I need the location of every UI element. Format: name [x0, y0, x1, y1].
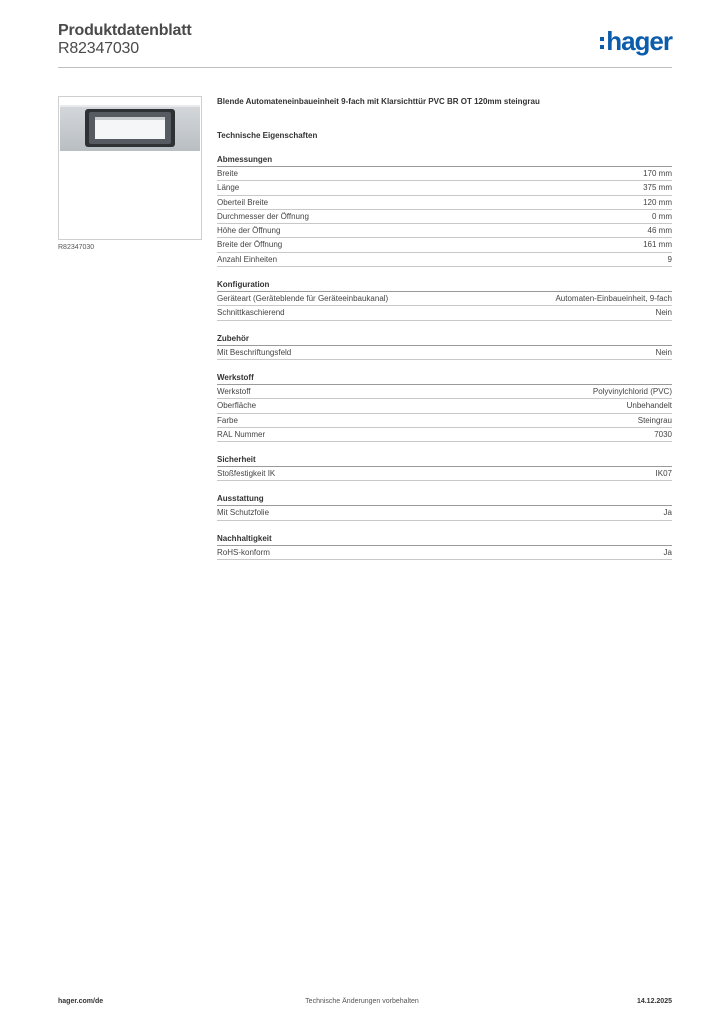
section-title: Ausstattung [217, 493, 672, 506]
section-abmessungen [217, 154, 672, 267]
logo-colon-icon [600, 37, 604, 49]
footer-notice: Technische Änderungen vorbehalten [305, 998, 419, 1005]
section-title: Konfiguration [217, 279, 672, 292]
table-row [217, 306, 672, 320]
row-value: 170 mm [643, 169, 672, 178]
row-label: Mit Schutzfolie [217, 508, 270, 518]
section-title: Abmessungen [217, 154, 672, 167]
table-row [217, 467, 672, 481]
document-title: Produktdatenblatt [58, 22, 192, 39]
section-zubehoer [217, 333, 672, 360]
section-title: Nachhaltigkeit [217, 533, 672, 546]
table-row [217, 346, 672, 360]
row-value: Nein [655, 308, 672, 318]
section-konfiguration [217, 279, 672, 321]
table-row [217, 253, 672, 267]
row-label: Werkstoff [217, 386, 251, 396]
row-value: Unbehandelt [626, 401, 672, 411]
row-value: Polyvinylchlorid (PVC) [592, 386, 672, 396]
table-row [217, 428, 672, 442]
row-label: Länge [217, 183, 240, 193]
row-value: 0 mm [652, 211, 672, 221]
table-row [217, 224, 672, 238]
cover-plate-image [59, 97, 201, 239]
section-werkstoff [217, 372, 672, 442]
table-row [217, 546, 672, 560]
header-divider [58, 67, 672, 68]
product-image [58, 96, 202, 240]
footer-date: 14.12.2025 [636, 998, 672, 1005]
table-row [217, 414, 672, 428]
row-label: Schnittkaschierend [217, 308, 285, 318]
table-row [217, 238, 672, 252]
table-row [217, 196, 672, 210]
product-description: Blende Automateneinbaueinheit 9-fach mit Klarsichttür PVC BR OT 120mm steingrau [217, 97, 540, 106]
row-label: Höhe der Öffnung [217, 226, 281, 236]
row-value: 46 mm [647, 226, 672, 236]
table-row [217, 181, 672, 195]
row-label: RoHS-konform [217, 547, 270, 557]
row-value: 120 mm [643, 197, 672, 207]
row-value: IK07 [655, 469, 672, 479]
page-header [58, 22, 672, 68]
row-label: Breite der Öffnung [217, 240, 283, 250]
section-title: Zubehör [217, 333, 672, 346]
row-value: 375 mm [643, 183, 672, 193]
row-label: RAL Nummer [217, 429, 266, 439]
row-label: Farbe [217, 415, 238, 425]
row-label: Durchmesser der Öffnung [217, 211, 309, 221]
row-label: Mit Beschriftungsfeld [217, 347, 292, 357]
row-label: Stoßfestigkeit IK [217, 469, 276, 479]
row-value: 9 [667, 254, 672, 264]
hager-logo [600, 28, 672, 54]
row-value: Ja [663, 547, 672, 557]
table-row [217, 167, 672, 181]
datasheet-content [217, 96, 672, 560]
logo-text: hager [606, 26, 672, 56]
technical-properties-title: Technische Eigenschaften [217, 131, 318, 140]
row-value: Automaten-Einbaueinheit, 9-fach [555, 294, 672, 304]
row-label: Breite [217, 169, 238, 178]
table-row [217, 292, 672, 306]
row-value: 7030 [654, 429, 672, 439]
footer-website: hager.com/de [58, 998, 104, 1005]
row-label: Geräteart (Geräteblende für Geräteeinbaukanal) [217, 294, 389, 304]
row-value: Steingrau [637, 415, 672, 425]
table-row [217, 506, 672, 520]
row-label: Oberteil Breite [217, 197, 269, 207]
table-row [217, 399, 672, 413]
row-label: Anzahl Einheiten [217, 254, 278, 264]
table-row [217, 385, 672, 399]
row-value: Ja [663, 508, 672, 518]
section-title: Sicherheit [217, 454, 672, 467]
table-row [217, 210, 672, 224]
section-sicherheit [217, 454, 672, 481]
row-value: 161 mm [643, 240, 672, 250]
article-number: R82347030 [58, 40, 139, 57]
section-title: Werkstoff [217, 372, 672, 385]
row-label: Oberfläche [217, 401, 257, 411]
section-ausstattung [217, 493, 672, 520]
section-nachhaltigkeit [217, 533, 672, 560]
image-caption: R82347030 [58, 244, 95, 251]
row-value: Nein [655, 347, 672, 357]
